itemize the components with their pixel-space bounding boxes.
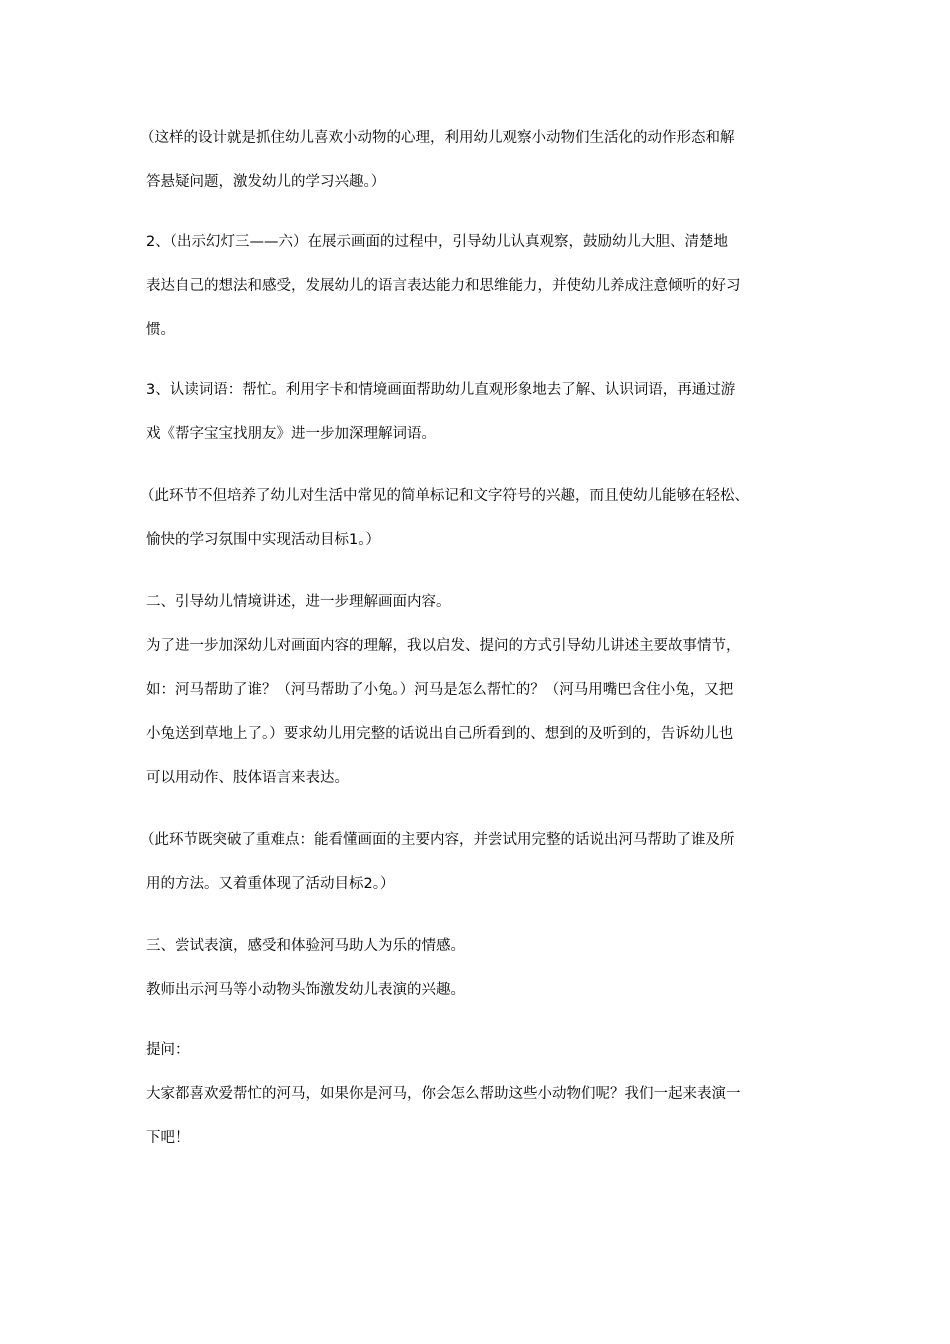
paragraph-line: 用的方法。又着重体现了活动目标2。） — [146, 876, 395, 892]
paragraph-line: 戏《帮字宝宝找朋友》进一步加深理解词语。 — [146, 426, 436, 442]
paragraph-line: 如：河马帮助了谁？（河马帮助了小兔。）河马是怎么帮忙的？（河马用嘴巴含住小兔，又把 — [146, 682, 734, 698]
paragraph-line: 可以用动作、肢体语言来表达。 — [146, 770, 349, 786]
paragraph-line: 下吧！ — [146, 1130, 190, 1146]
paragraph-line: 小兔送到草地上了。）要求幼儿用完整的话说出自己所看到的、想到的及听到的，告诉幼儿也 — [146, 726, 734, 742]
paragraph-line: 惯。 — [146, 322, 175, 338]
paragraph-line: 2、（出示幻灯三——六）在展示画面的过程中，引导幼儿认真观察，鼓励幼儿大胆、清楚地 — [146, 234, 728, 250]
paragraph-line: （此环节不但培养了幼儿对生活中常见的简单标记和文字符号的兴趣，而且使幼儿能够在轻松、 — [140, 488, 749, 504]
paragraph-line: 为了进一步加深幼儿对画面内容的理解，我以启发、提问的方式引导幼儿讲述主要故事情节， — [146, 638, 741, 654]
paragraph-line: 表达自己的想法和感受，发展幼儿的语言表达能力和思维能力，并使幼儿养成注意倾听的好习 — [146, 278, 741, 294]
paragraph-line: 提问： — [146, 1042, 190, 1058]
section-heading: 三、尝试表演，感受和体验河马助人为乐的情感。 — [146, 938, 465, 954]
paragraph-line: 3、认读词语：帮忙。利用字卡和情境画面帮助幼儿直观形象地去了解、认识词语，再通过游 — [146, 382, 736, 398]
section-heading: 二、引导幼儿情境讲述，进一步理解画面内容。 — [146, 594, 451, 610]
paragraph-line: （这样的设计就是抓住幼儿喜欢小动物的心理，利用幼儿观察小动物们生活化的动作形态和解 — [140, 130, 735, 146]
paragraph-line: （此环节既突破了重难点：能看懂画面的主要内容，并尝试用完整的话说出河马帮助了谁及所 — [140, 832, 735, 848]
paragraph-line: 愉快的学习氛围中实现活动目标1。） — [146, 532, 380, 548]
paragraph-line: 大家都喜欢爱帮忙的河马，如果你是河马，你会怎么帮助这些小动物们呢？我们一起来表演一 — [146, 1086, 741, 1102]
paragraph-line: 教师出示河马等小动物头饰激发幼儿表演的兴趣。 — [146, 982, 465, 998]
paragraph-line: 答悬疑问题，激发幼儿的学习兴趣。） — [146, 174, 386, 190]
